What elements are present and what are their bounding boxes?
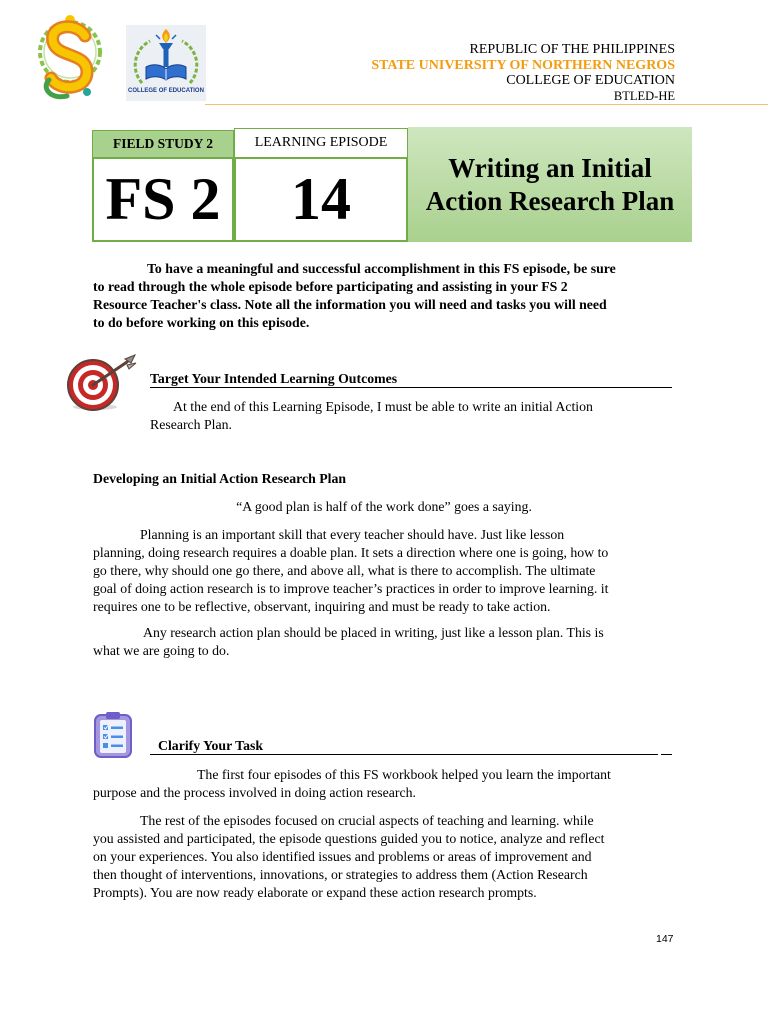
quote: “A good plan is half of the work done” goes a saying. — [236, 499, 532, 514]
outcome-paragraph — [150, 398, 680, 434]
program-code: BTLED-HE — [613, 88, 675, 103]
text-line: what we are going to do. — [93, 642, 230, 658]
planning-paragraph — [93, 526, 680, 616]
college-education-torch-icon — [126, 25, 206, 101]
clarify-heading-row — [150, 737, 658, 755]
text-line: At the end of this Learning Episode, I must be able to write an initial Action — [173, 399, 593, 414]
heading-underline-segment — [661, 754, 672, 755]
target-arrow-icon — [63, 353, 137, 411]
text-line: to do before working on this episode. — [93, 314, 310, 330]
text-line: Resource Teacher's class. Note all the information you will need and tasks you will need — [93, 296, 607, 312]
text-line: then thought of interventions, innovations, or strategies to address them (Action Research — [93, 866, 588, 882]
intro-paragraph — [93, 260, 680, 332]
learning-episode-label: LEARNING EPISODE — [234, 128, 408, 158]
episode-number: 14 — [234, 157, 408, 242]
text-line: goal of doing action research is to improve teacher’s practices in order to improve learning. it — [93, 580, 609, 596]
text-line: to read through the whole episode before participating and assisting in your FS 2 — [93, 278, 568, 294]
episode-title-line: Action Research Plan — [425, 185, 675, 216]
text-line: Any research action plan should be placed in writing, just like a lesson plan. This is — [143, 625, 604, 640]
field-study-label: FIELD STUDY 2 — [92, 130, 234, 158]
clarify-heading: Clarify Your Task — [158, 738, 264, 753]
text-line: Prompts). You are now ready elaborate or expand these action research prompts. — [93, 884, 537, 900]
text-line: you assisted and participated, the episode questions guided you to notice, analyze and reflect — [93, 830, 605, 846]
rest-episodes-paragraph — [93, 812, 680, 902]
target-heading-row — [150, 370, 672, 388]
episode-title — [408, 127, 692, 242]
text-line: The rest of the episodes focused on crucial aspects of teaching and learning. while — [140, 813, 594, 828]
action-plan-paragraph — [93, 624, 680, 660]
text-line: planning, doing research requires a doable plan. It sets a direction where one is going, how to — [93, 544, 609, 560]
text-line: on your experiences. You also identified issues and problems or areas of improvement and — [93, 848, 592, 864]
header-divider — [205, 104, 768, 105]
first-four-paragraph — [93, 766, 680, 802]
text-line: Research Plan. — [150, 416, 232, 432]
text-line: To have a meaningful and successful accomplishment in this FS episode, be sure — [147, 261, 616, 276]
developing-heading: Developing an Initial Action Research Plan — [93, 471, 347, 486]
target-heading: Target Your Intended Learning Outcomes — [150, 371, 398, 386]
text-line: The first four episodes of this FS workbook helped you learn the important — [197, 767, 611, 782]
page-number: 147 — [656, 933, 674, 945]
text-line: purpose and the process involved in doing action research. — [93, 784, 416, 800]
fs-code: FS 2 — [92, 157, 234, 242]
checklist-clipboard-icon — [93, 711, 133, 759]
episode-title-line: Writing an Initial — [448, 152, 652, 183]
college-logo-text: COLLEGE OF EDUCATION — [128, 88, 204, 94]
republic-line: REPUBLIC OF THE PHILIPPINES — [469, 42, 675, 57]
text-line: requires one to be reflective, observant, inquiring and must be ready to take action. — [93, 598, 551, 614]
institution-header — [371, 42, 675, 104]
college-name: COLLEGE OF EDUCATION — [506, 73, 675, 89]
text-line: go there, why should one go there, and above all, what is there to accomplish. The ultimate — [93, 562, 596, 578]
text-line: Planning is an important skill that every teacher should have. Just like lesson — [140, 527, 565, 542]
university-seal-icon — [34, 12, 106, 102]
university-name: STATE UNIVERSITY OF NORTHERN NEGROS — [371, 57, 675, 73]
